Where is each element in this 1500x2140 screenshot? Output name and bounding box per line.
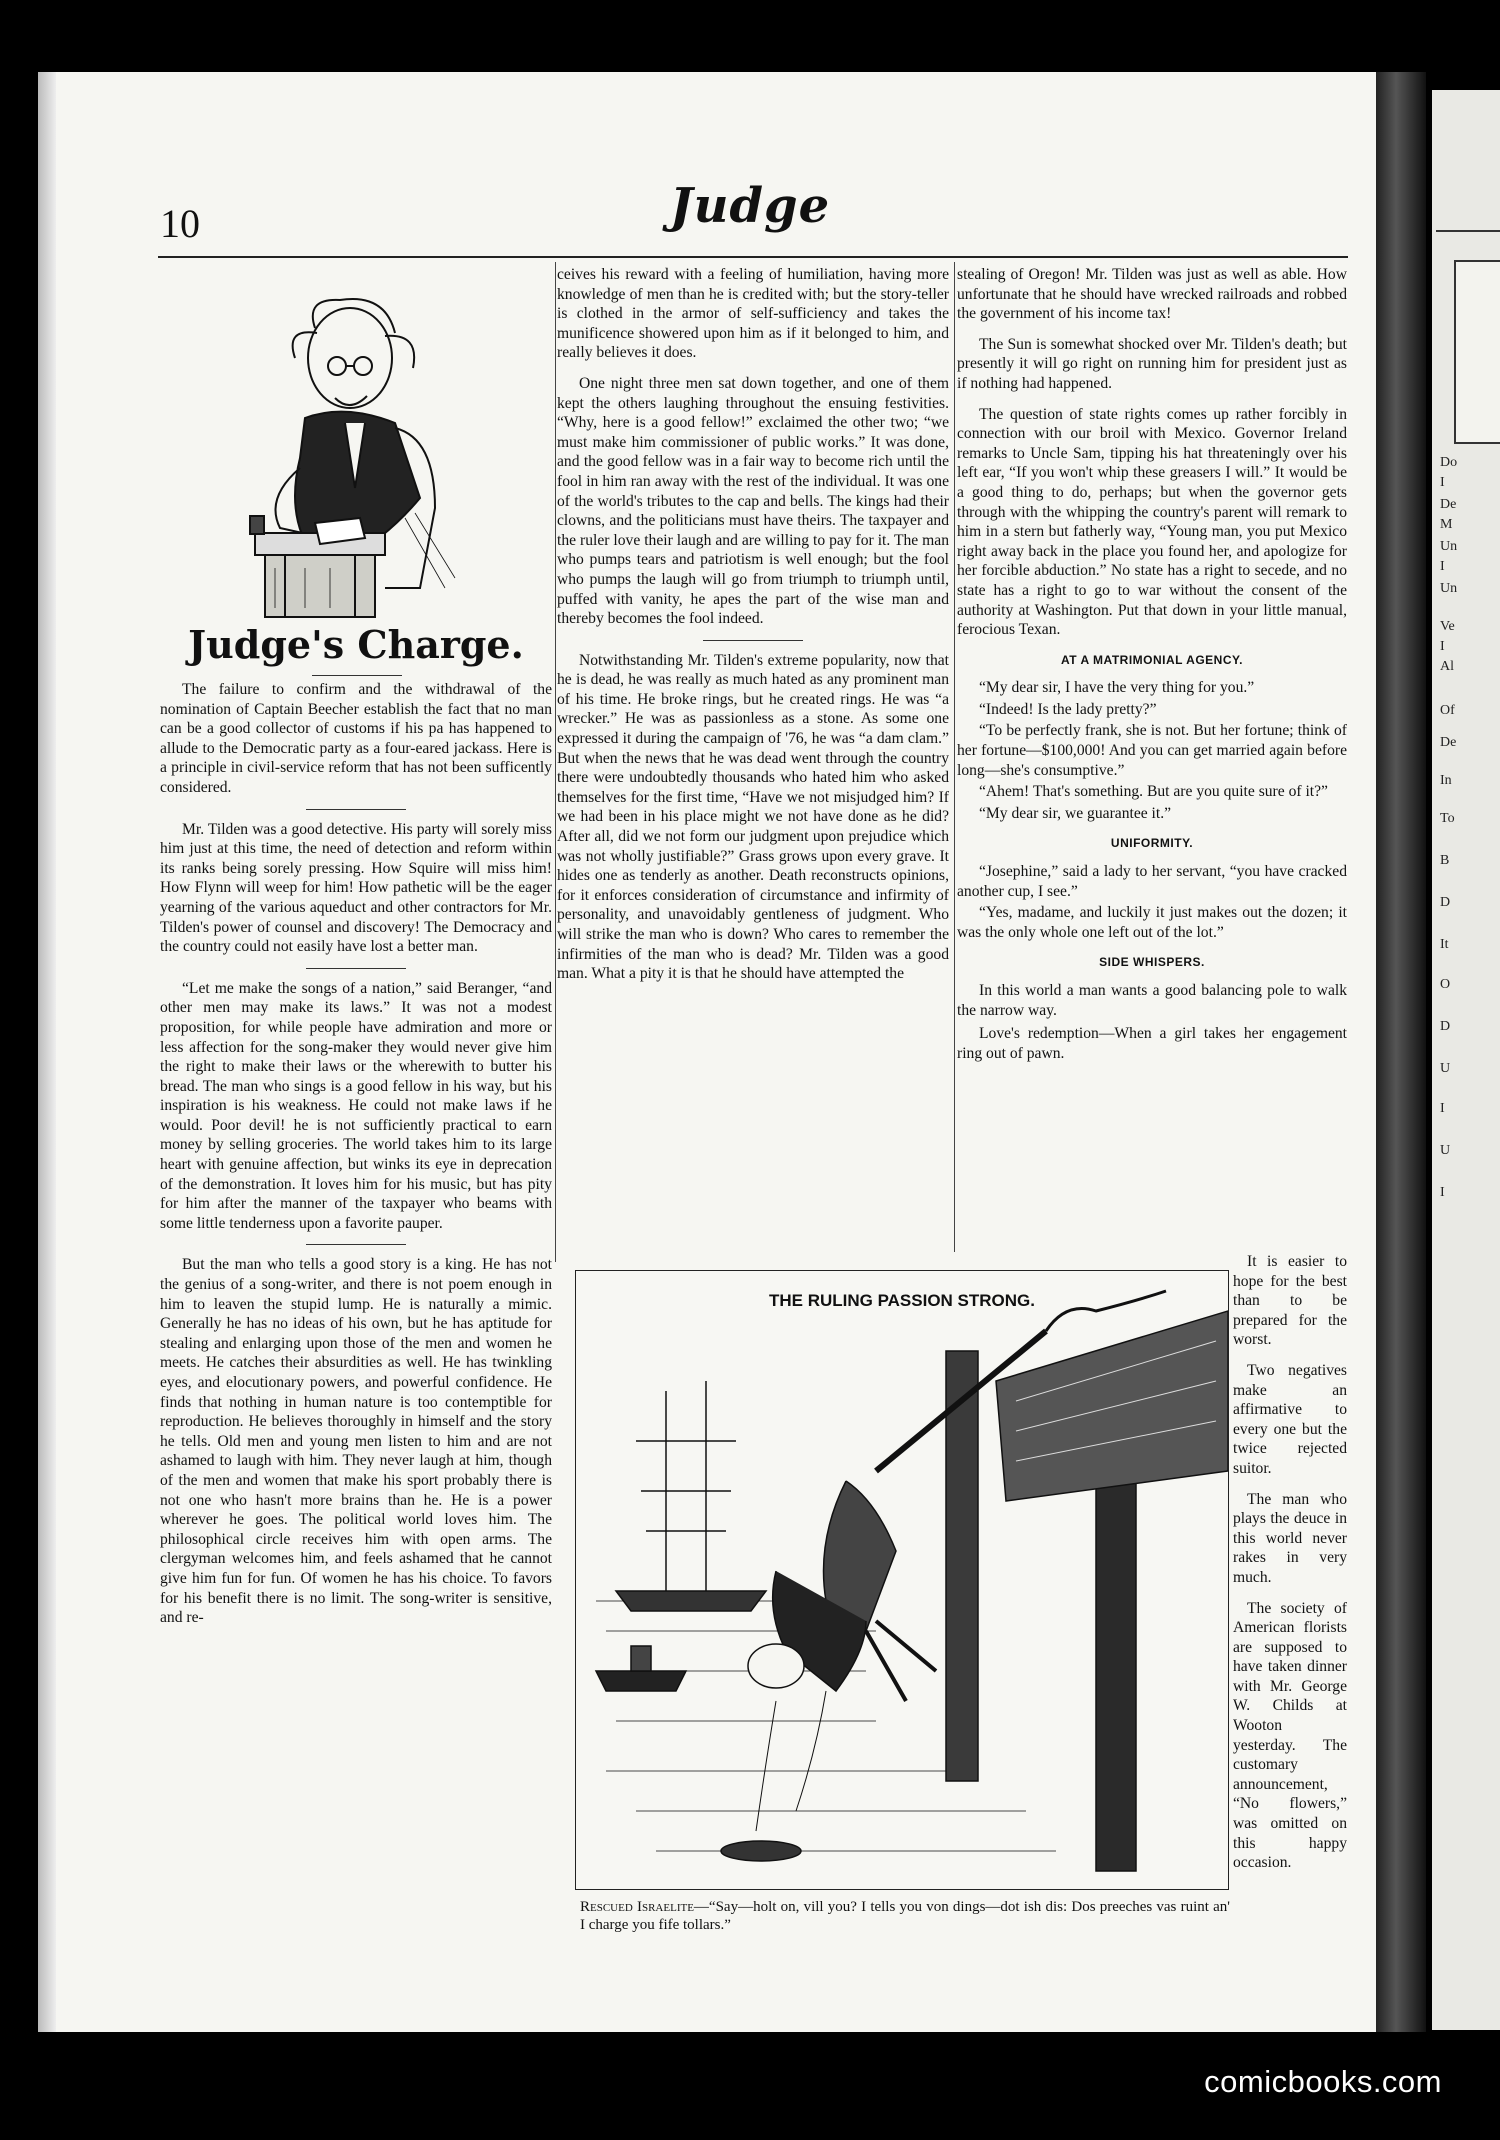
adjacent-page-text-fragment: B — [1440, 853, 1450, 868]
article-paragraph: stealing of Oregon! Mr. Tilden was just as well as able. How unfortunate that he should have wrecked railroads and robbed the government of his income tax! — [957, 266, 1347, 323]
adjacent-page-text-fragment: U — [1440, 1061, 1451, 1076]
adjacent-page-text-fragment: Al — [1440, 659, 1454, 674]
adjacent-page-text-fragment: Un — [1440, 581, 1458, 596]
masthead-rule — [158, 256, 1348, 258]
side-paragraph: Two negatives make an affirmative to every one but the twice rejected suitor. — [1233, 1361, 1347, 1477]
caption-text: —“Say—holt on, vill you? I tells you von dings—dot ish dis: Dos preeches vas ruint an' I charge you fife tollars.” — [580, 1899, 1230, 1933]
adjacent-page-text-fragment: I — [1440, 559, 1445, 574]
side-paragraph: The society of American florists are supposed to have taken dinner with Mr. George W. Childs at Wooton yesterday. The customary announcement, “No flowers,” was omitted on this happy occasion. — [1233, 1599, 1347, 1872]
column-rule — [555, 262, 556, 1262]
article-paragraph: But the man who tells a good story is a king. He has not the genius of a song-writer, and there is not poem enough in him to leaven the stupid lump. He is naturally a mimic. Generally he has no ideas of his own, but he has aptitude for stealing and enlarging upon those of the men and women he meets. He catches their absurdities as well. He has twinkling eyes, and elocutionary powers, and powerful confidence. He finds that nothing in human nature is too contemptible for reproduction. He believes thoroughly in himself and the story he tells. Old men and young men listen to him and are not ashamed to laugh with him. They never laugh at him, though of the men and women that make his sport probably there is not one who hasn't more brains than he. He is a power wherever he goes. The political world loves him. The philosophical circle receives him with open arms. The clergyman welcomes him, and feels ashamed that he cannot give him fun for fun. Of women he has his choice. To favors for his benefit there is no limit. The song-writer is sensitive, and re- — [160, 1256, 552, 1627]
adjacent-page-fragment — [1432, 90, 1500, 2030]
judges-charge-title: Judge's Charge. — [188, 622, 524, 667]
article-paragraph: ceives his reward with a feeling of humiliation, having more knowledge of men than he is credited with; but the story-teller is clothed in the armor of self-sufficiency and takes the munificence showered upon him as if it belonged to him, and really believes it does. — [557, 266, 949, 362]
section-heading: SIDE WHISPERS. — [1099, 955, 1205, 970]
side-paragraph: It is easier to hope for the best than to be prepared for the worst. — [1233, 1253, 1347, 1349]
cartoon-panel — [575, 1270, 1229, 1890]
article-paragraph: Notwithstanding Mr. Tilden's extreme popularity, now that he is dead, he was really as much hated as any prominent man of his time. He broke rings, but he created rings. He was “a wrecker.” He was as passionless as a stone. As some one expressed it during the campaign of '76, he was “a dam clam.” But when the news that he was dead went through the country there were undoubtedly thousands who hated him who asked themselves for the first time, “Have we not misjudged him? If we had been in his place might we not have done as he did? After all, did we not form our judgment upon prejudice which was not wholly justifiable?” Grass grows upon every grave. It hides one as tenderly as another. Death reconstructs opinions, for it enforces consideration of circumstance and infirmity of personality, and unavoidably gentleness of judgment. Who will strike the man who is down? Who cares to remember the infirmities of the man who is dead? Mr. Tilden was a good man. What a pity it is that he should have attempted the — [557, 651, 949, 983]
adjacent-page-text-fragment: M — [1440, 517, 1453, 532]
adjacent-page-text-fragment: I — [1440, 1185, 1445, 1200]
adjacent-page-text-fragment: To — [1440, 811, 1455, 826]
section-heading: AT A MATRIMONIAL AGENCY. — [1061, 652, 1243, 667]
whisper-item: Love's redemption—When a girl takes her engagement ring out of pawn. — [957, 1025, 1347, 1062]
adjacent-page-text-fragment: Ve — [1440, 619, 1455, 634]
adjacent-page-text-fragment: De — [1440, 735, 1457, 750]
separator-rule — [306, 1244, 406, 1245]
adjacent-page-rule — [1436, 230, 1500, 232]
dialogue-line: “Josephine,” said a lady to her servant, “you have cracked another cup, I see.” — [957, 863, 1347, 900]
page-number: 10 — [160, 201, 200, 246]
column-rule — [954, 262, 955, 1252]
article-paragraph: “Let me make the songs of a nation,” said Beranger, “and other men may make its laws.” It was not a modest proposition, for while people have admiration and more or less affection for the song-maker they would never give him the right to make their laws or the wherewith to butter his bread. The man who sings is a good fellow in his way, but his inspiration is his weakness. He could not make laws if he would. Poor devil! he is not sufficiently practical to earn money by selling groceries. The world takes him to its large heart with genuine affection, but winks its eye in deprecation of the demonstration. It loves him for his music, but has pity for him after the manner of the taxpayer who beams with some little tenderness upon a favorite pauper. — [160, 979, 552, 1232]
separator-rule — [703, 640, 803, 641]
adjacent-page-text-fragment: I — [1440, 1101, 1445, 1116]
judge-portrait-illustration — [245, 288, 475, 620]
cartoon-caption — [580, 1898, 1230, 1934]
adjacent-page-text-fragment: I — [1440, 639, 1445, 654]
cartoon-illustration — [576, 1271, 1228, 1889]
caption-speaker: Rescued Israelite — [580, 1899, 694, 1915]
side-column — [1233, 1252, 1347, 1884]
adjacent-page-text-fragment: D — [1440, 1019, 1451, 1034]
separator-rule — [306, 968, 406, 969]
article-paragraph: Mr. Tilden was a good detective. His party will sorely miss him just at this time, the need of detection and reform within its ranks being sorely pressing. How Squire will miss him! How Flynn will weep for him! How pathetic will be the eager yearning of the various aqueduct and other contractors for Mr. Tilden's power of counsel and discovery! The Democracy and the country could not easily have lost a better man. — [160, 820, 552, 956]
adjacent-page-text-fragment: U — [1440, 1143, 1451, 1158]
site-watermark: comicbooks.com — [1204, 2064, 1442, 2099]
column-1 — [160, 680, 552, 1639]
page-binding — [38, 72, 56, 2032]
masthead-logo: Judge — [669, 178, 831, 234]
dialogue-line: “My dear sir, we guarantee it.” — [979, 804, 1172, 822]
article-paragraph: The question of state rights comes up rather forcibly in connection with our broil with Mexico. Governor Ireland remarks to Uncle Sam, tipping his hat threateningly over his left ear, “If you won't whip these greasers I will.” It would be a good thing to do, perhaps; but when the governor gets through with the whipping the country's parent will remark to him in a stern but fatherly way, “Young man, you put Mexico right away back in the place you found her, and apologize for her forcible abduction.” No state has a right to secede, and no state has a right to go to war without the consent of the authority at Washington. Put that down in your little manual, ferocious Texan. — [957, 405, 1347, 639]
adjacent-page-text-fragment: Of — [1440, 703, 1455, 718]
adjacent-page-illustration — [1454, 260, 1500, 444]
adjacent-page-text-fragment: I — [1440, 475, 1445, 490]
adjacent-page-text-fragment: D — [1440, 895, 1451, 910]
column-2 — [557, 265, 949, 995]
article-paragraph: The Sun is somewhat shocked over Mr. Tilden's death; but presently it will go right on running him for president just as if nothing had happened. — [957, 335, 1347, 392]
article-paragraph: One night three men sat down together, and one of them kept the others laughing throughout the ensuing festivities. “Why, here is a good fellow!” exclaimed the other two; “we must make him commissioner of public works.” It was done, and the good fellow was in a fair way to become rich until the fool in him ran away with the rest of the individual. It was one of the world's tributes to the cap and bells. The kings had their clowns, and the politicians must have theirs. The taxpayer and the ruler love their laugh and are willing to pay for it. The man who pumps tears and patriotism is well enough; but the fool who pumps the laugh will go from triumph to triumph until, puffed with vanity, he apes the part of the wise man and thereby becomes the fool indeed. — [557, 374, 949, 628]
dialogue-line: “My dear sir, I have the very thing for you.” — [979, 679, 1255, 697]
side-paragraph: The man who plays the deuce in this world never rakes in very much. — [1233, 1490, 1347, 1586]
adjacent-page-text-fragment: De — [1440, 497, 1457, 512]
article-paragraph: The failure to confirm and the withdrawal of the nomination of Captain Beecher establish the fact that no man can be a good collector of customs if his pa has happened to allude to the Democratic party as a four-eared jackass. Here is a principle in civil-service reform that has not been sufficently considered. — [160, 681, 552, 796]
title-rule — [312, 675, 402, 676]
cartoon-title: THE RULING PASSION STRONG. — [768, 1291, 1036, 1310]
adjacent-page-text-fragment: O — [1440, 977, 1451, 992]
column-3 — [957, 265, 1347, 1074]
separator-rule — [306, 809, 406, 810]
dialogue-line: “Ahem! That's something. But are you quite sure of it?” — [979, 783, 1328, 801]
dialogue-line: “To be perfectly frank, she is not. But her fortune; think of her fortune—$100,000! And you can get married again before long—she's consumptive.” — [957, 722, 1347, 779]
dialogue-line: “Indeed! Is the lady pretty?” — [979, 700, 1157, 718]
adjacent-page-text-fragment: Un — [1440, 539, 1458, 554]
adjacent-page-text-fragment: It — [1440, 937, 1449, 952]
dialogue-line: “Yes, madame, and luckily it just makes out the dozen; it was the only whole one left out of the lot.” — [957, 904, 1347, 941]
adjacent-page-text-fragment: In — [1440, 773, 1452, 788]
adjacent-page-text-fragment: Do — [1440, 455, 1458, 470]
page-edge-shadow — [1376, 72, 1426, 2032]
whisper-item: In this world a man wants a good balancing pole to walk the narrow way. — [957, 982, 1347, 1019]
section-heading: UNIFORMITY. — [1110, 836, 1194, 851]
